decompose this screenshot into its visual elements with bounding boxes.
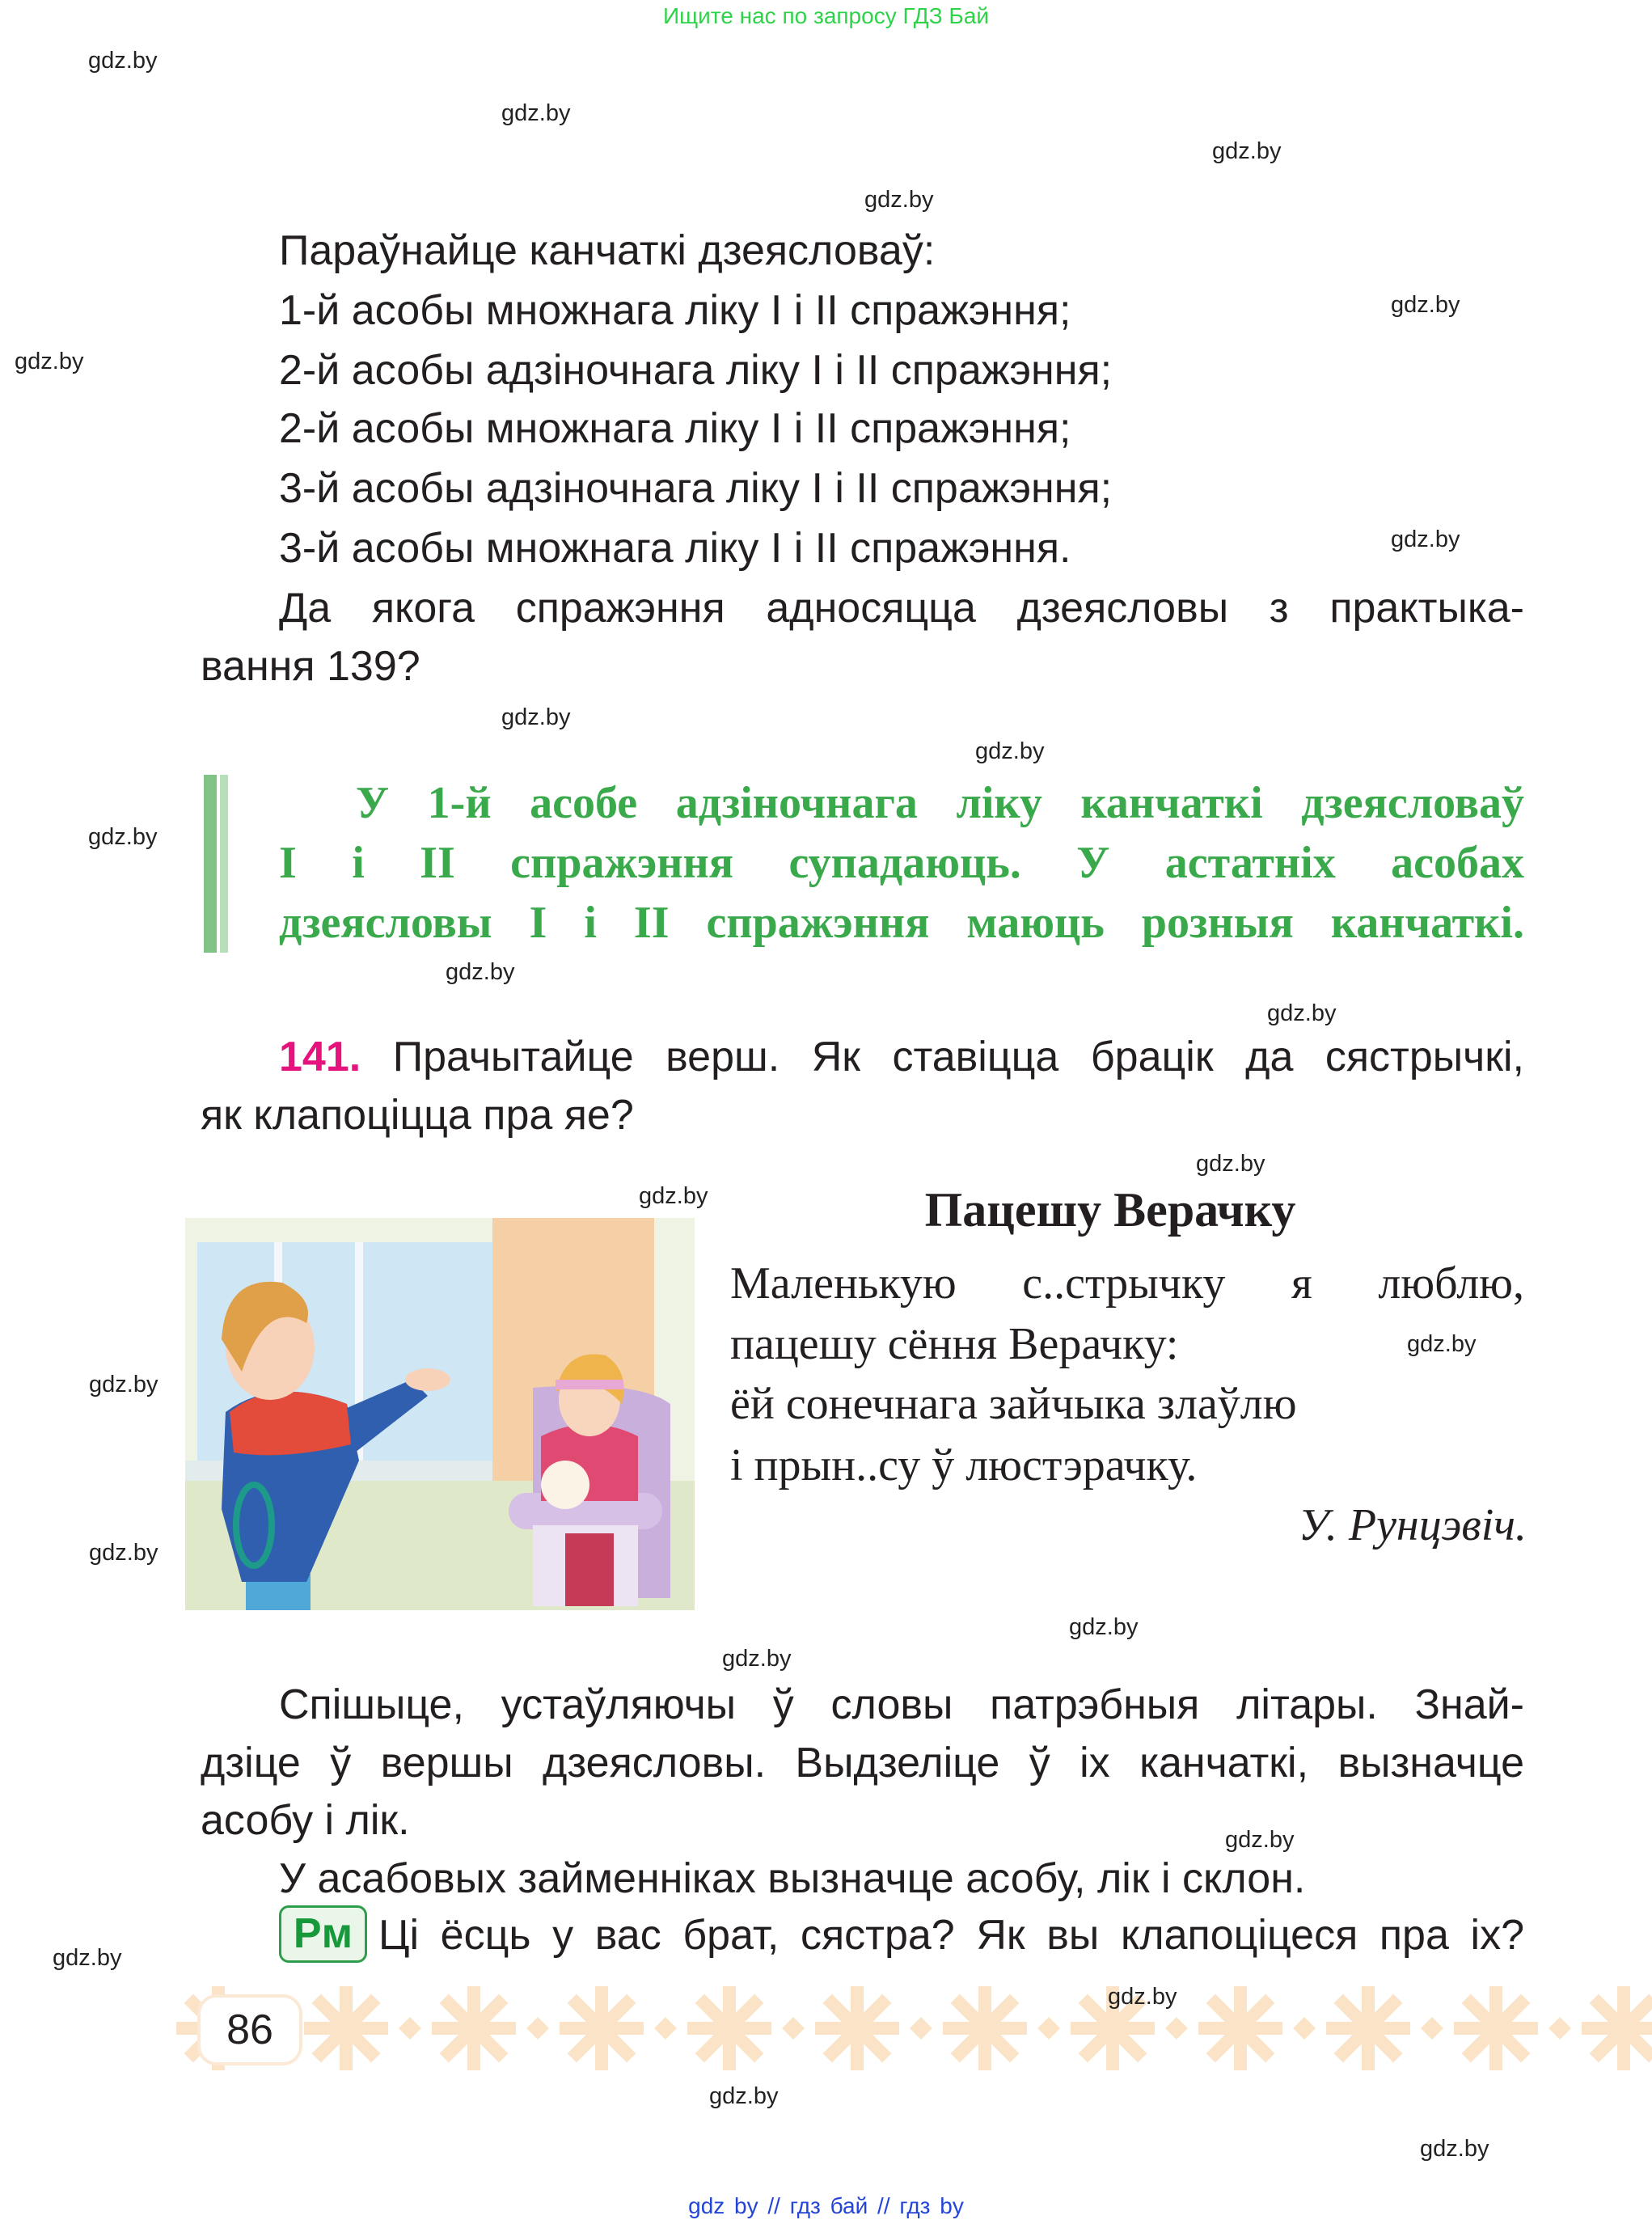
snowflake-ornament: [943, 1986, 1060, 2070]
footer-links[interactable]: gdz by // гдз бай // гдз by: [688, 2193, 964, 2218]
watermark-text: gdz.by: [975, 738, 1045, 764]
task-line: дзіце ў вершы дзеясловы. Выдзеліце ў іх канчаткі, вызначце: [201, 1740, 1524, 1786]
watermark-text: gdz.by: [1225, 1827, 1295, 1853]
speech-question: Ці ёсць у вас брат, сястра? Як вы клапоціцеся пра іх?: [378, 1912, 1524, 1959]
exercise-line: як клапоціцца пра яе?: [201, 1092, 634, 1139]
watermark-text: gdz.by: [501, 100, 571, 126]
exercise-number: 141.: [279, 1034, 361, 1080]
rule-line: дзеясловы I і II спражэння маюць розныя канчаткі.: [279, 898, 1524, 948]
poem-author: У. Рунцэвіч.: [1298, 1500, 1527, 1550]
task-line: Спішыце, устаўляючы ў словы патрэбныя літары. Знай-: [279, 1681, 1524, 1728]
snowflake-ornament: [815, 1986, 932, 2070]
poem-line: ёй сонечнага зайчыка злаўлю: [730, 1379, 1297, 1429]
task-line: Да якога спражэння адносяцца дзеясловы з практыка-: [279, 585, 1524, 632]
watermark-text: gdz.by: [1407, 1331, 1477, 1357]
poem-line: пацешу сёння Верачку:: [730, 1319, 1179, 1369]
watermark-text: gdz.by: [89, 1540, 158, 1566]
watermark-text: gdz.by: [89, 1372, 158, 1397]
task-line: 3-й асобы адзіночнага ліку I і II спражэння;: [279, 465, 1113, 512]
speech-development-badge: Рм: [279, 1905, 367, 1963]
search-banner[interactable]: Ищите нас по запросу ГДЗ Бай: [662, 3, 990, 28]
task-line: 2-й асобы множнага ліку I і II спражэння;: [279, 405, 1071, 452]
ornament-band: [154, 1983, 1652, 2074]
task-line: асобу і лік.: [201, 1797, 410, 1844]
rule-line: У 1-й асобе адзіночнага ліку канчаткі дзеясловаў: [356, 778, 1524, 828]
watermark-text: gdz.by: [15, 349, 84, 374]
snowflake-ornament: [1582, 1986, 1652, 2070]
snowflake-ornament: [304, 1986, 421, 2070]
poem-line: і прын..су ў люстэрачку.: [730, 1440, 1198, 1490]
snowflake-ornament: [687, 1986, 805, 2070]
snowflake-ornament: [1198, 1986, 1316, 2070]
watermark-text: gdz.by: [709, 2083, 779, 2109]
snowflake-ornament: [1326, 1986, 1443, 2070]
watermark-text: gdz.by: [1391, 292, 1460, 318]
rule-bar-light: [220, 775, 228, 953]
exercise-text: Прачытайце верш. Як ставіцца брацік да сястрычкі,: [392, 1034, 1524, 1080]
task-line: 2-й асобы адзіночнага ліку I і II спражэння;: [279, 347, 1113, 394]
snowflake-ornament: [432, 1986, 549, 2070]
task-line: У асабовых займенніках вызначце асобу, лік і склон.: [279, 1855, 1306, 1902]
watermark-text: gdz.by: [88, 824, 158, 850]
watermark-text: gdz.by: [88, 48, 158, 74]
illustration-brother-sister: [185, 1218, 695, 1610]
watermark-text: gdz.by: [501, 704, 571, 730]
page-number: 86: [201, 1998, 299, 2062]
poem-title: Пацешу Верачку: [924, 1183, 1296, 1237]
watermark-text: gdz.by: [1108, 1984, 1177, 2010]
watermark-text: gdz.by: [1391, 526, 1460, 552]
watermark-text: gdz.by: [1196, 1151, 1265, 1177]
poem-line: Маленькую с..стрычку я люблю,: [730, 1258, 1524, 1309]
rule-bar: [204, 775, 217, 953]
task-line: 1-й асобы множнага ліку I і II спражэння;: [279, 287, 1071, 334]
task-line: 3-й асобы множнага ліку I і II спражэння.: [279, 525, 1071, 572]
watermark-text: gdz.by: [1420, 2136, 1489, 2162]
watermark-text: gdz.by: [53, 1945, 122, 1971]
snowflake-ornament: [560, 1986, 677, 2070]
watermark-text: gdz.by: [1069, 1614, 1139, 1640]
watermark-text: gdz.by: [1212, 138, 1282, 164]
watermark-text: gdz.by: [446, 959, 515, 985]
watermark-text: gdz.by: [722, 1646, 792, 1672]
task-line: вання 139?: [201, 643, 420, 690]
exercise-line: [279, 1033, 1524, 1081]
watermark-text: gdz.by: [639, 1183, 708, 1209]
task-line: Параўнайце канчаткі дзеясловаў:: [279, 227, 936, 274]
watermark-text: gdz.by: [1267, 1000, 1337, 1026]
rule-line: I і II спражэння супадаюць. У астатніх асобах: [279, 838, 1524, 888]
watermark-text: gdz.by: [864, 187, 934, 213]
snowflake-ornament: [1454, 1986, 1571, 2070]
